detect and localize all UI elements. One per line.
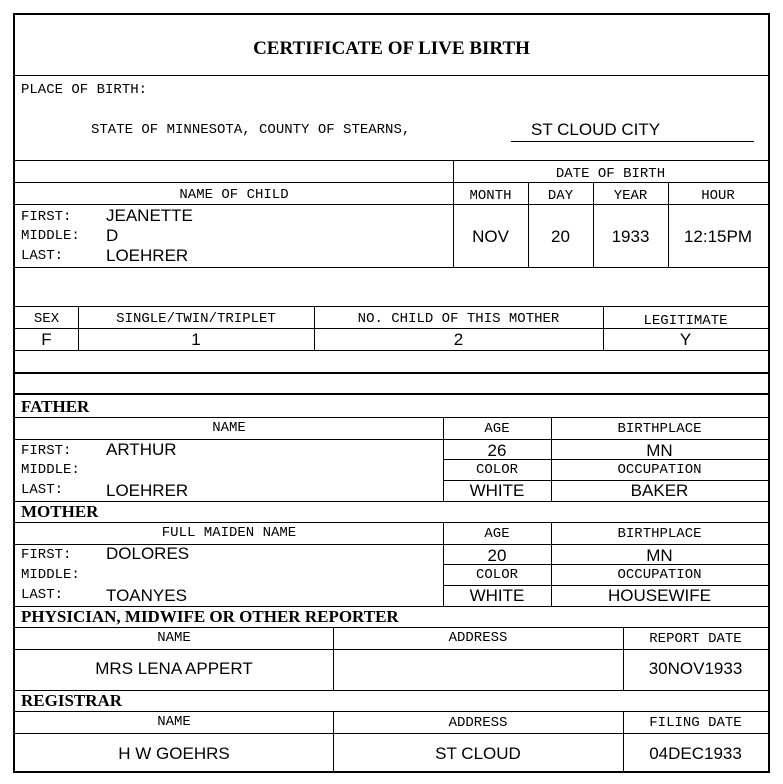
child-middle-label: MIDDLE: bbox=[21, 228, 80, 244]
mother-age-value: 20 bbox=[487, 546, 507, 565]
child-middle-name: D bbox=[106, 226, 119, 245]
father-first-label: FIRST: bbox=[21, 443, 72, 459]
father-first-name: ARTHUR bbox=[106, 440, 177, 459]
divider bbox=[15, 160, 768, 161]
physician-address-label: ADDRESS bbox=[448, 630, 508, 646]
mother-section-title: MOTHER bbox=[21, 502, 99, 521]
father-birthplace-label: BIRTHPLACE bbox=[617, 421, 702, 437]
report-date-value: 30NOV1933 bbox=[648, 659, 743, 678]
child-first-name: JEANETTE bbox=[106, 206, 193, 225]
mother-occupation-value: HOUSEWIFE bbox=[608, 586, 711, 605]
child-last-label: LAST: bbox=[21, 248, 64, 264]
birth-month-value: NOV bbox=[472, 227, 509, 246]
father-occupation-label: OCCUPATION bbox=[617, 462, 702, 478]
year-label: YEAR bbox=[613, 188, 648, 204]
state-county-text: STATE OF MINNESOTA, COUNTY OF STEARNS, bbox=[91, 122, 411, 138]
father-last-name: LOEHRER bbox=[106, 481, 189, 500]
date-of-birth-header: DATE OF BIRTH bbox=[555, 166, 666, 182]
name-of-child-header: NAME OF CHILD bbox=[179, 187, 289, 203]
filing-date-value: 04DEC1933 bbox=[649, 744, 742, 763]
day-label: DAY bbox=[547, 188, 574, 204]
mother-middle-label: MIDDLE: bbox=[21, 567, 80, 583]
mother-color-value: WHITE bbox=[469, 586, 525, 605]
registrar-address-value: ST CLOUD bbox=[435, 744, 521, 763]
father-birthplace-value: MN bbox=[646, 441, 673, 460]
birth-city-value: ST CLOUD CITY bbox=[531, 120, 661, 139]
mother-first-label: FIRST: bbox=[21, 547, 72, 563]
physician-name-value: MRS LENA APPERT bbox=[95, 659, 253, 678]
mother-occupation-label: OCCUPATION bbox=[617, 567, 702, 583]
father-age-value: 26 bbox=[487, 441, 507, 460]
registrar-name-value: H W GOEHRS bbox=[118, 744, 230, 763]
birth-day-value: 20 bbox=[551, 227, 570, 246]
birth-hour-value: 12:15PM bbox=[683, 227, 753, 246]
mother-last-label: LAST: bbox=[21, 587, 64, 603]
mother-birthplace-value: MN bbox=[646, 546, 673, 565]
filing-date-label: FILING DATE bbox=[649, 715, 742, 731]
father-middle-label: MIDDLE: bbox=[21, 462, 80, 478]
child-last-name: LOEHRER bbox=[106, 246, 189, 265]
father-section-title: FATHER bbox=[21, 397, 90, 416]
hour-label: HOUR bbox=[701, 188, 735, 204]
place-of-birth-label: PLACE OF BIRTH: bbox=[21, 82, 148, 98]
legitimate-label: LEGITIMATE bbox=[643, 313, 728, 329]
mother-name-label: FULL MAIDEN NAME bbox=[161, 525, 297, 541]
legitimate-value: Y bbox=[679, 330, 692, 349]
mother-last-name: TOANYES bbox=[106, 586, 187, 605]
father-color-label: COLOR bbox=[475, 462, 518, 478]
child-number-label: NO. CHILD OF THIS MOTHER bbox=[357, 311, 560, 327]
father-occupation-value: BAKER bbox=[630, 481, 689, 500]
registrar-section-title: REGISTRAR bbox=[21, 691, 123, 710]
mother-age-label: AGE bbox=[484, 526, 510, 542]
birth-certificate bbox=[13, 13, 770, 773]
sex-label: SEX bbox=[33, 311, 60, 327]
father-color-value: WHITE bbox=[469, 481, 525, 500]
plurality-label: SINGLE/TWIN/TRIPLET bbox=[116, 311, 276, 327]
father-age-label: AGE bbox=[484, 421, 510, 437]
divider bbox=[15, 75, 768, 76]
certificate-title: CERTIFICATE OF LIVE BIRTH bbox=[253, 38, 530, 59]
mother-color-label: COLOR bbox=[475, 567, 518, 583]
birth-year-value: 1933 bbox=[611, 227, 650, 246]
physician-name-label: NAME bbox=[157, 630, 191, 646]
father-last-label: LAST: bbox=[21, 482, 64, 498]
sex-value: F bbox=[41, 330, 52, 349]
child-number-value: 2 bbox=[453, 330, 464, 349]
child-first-label: FIRST: bbox=[21, 209, 72, 225]
physician-section-title: PHYSICIAN, MIDWIFE OR OTHER REPORTER bbox=[21, 607, 399, 626]
mother-birthplace-label: BIRTHPLACE bbox=[617, 526, 702, 542]
father-name-label: NAME bbox=[212, 420, 246, 436]
plurality-value: 1 bbox=[191, 330, 201, 349]
report-date-label: REPORT DATE bbox=[649, 631, 742, 647]
registrar-name-label: NAME bbox=[157, 714, 191, 730]
month-label: MONTH bbox=[469, 188, 512, 204]
city-underline bbox=[511, 141, 754, 142]
registrar-address-label: ADDRESS bbox=[448, 715, 508, 731]
mother-first-name: DOLORES bbox=[106, 544, 190, 563]
